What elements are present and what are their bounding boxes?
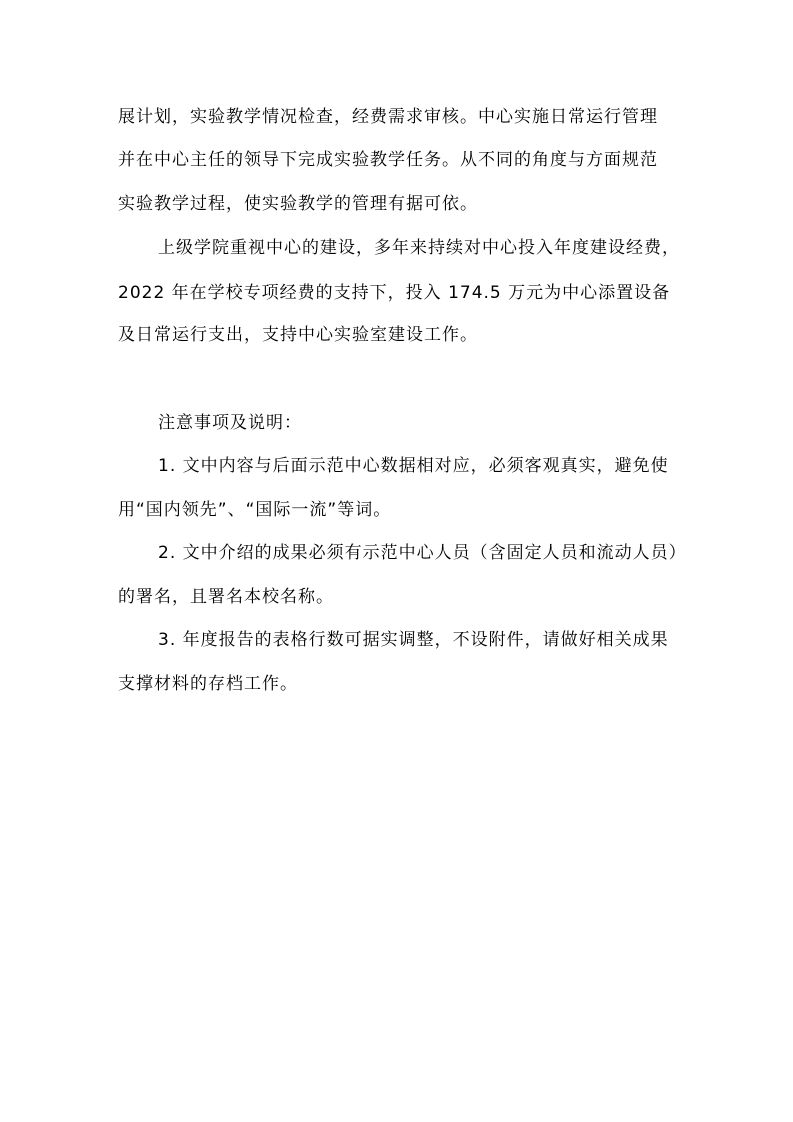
paragraph-1-line-2: 并在中心主任的领导下完成实验教学任务。从不同的角度与方面规范 <box>118 150 658 170</box>
note-1-line-1: 1. 文中内容与后面示范中心数据相对应，必须客观真实，避免使 <box>158 456 669 476</box>
note-2-line-1: 2. 文中介绍的成果必须有示范中心人员（含固定人员和流动人员） <box>158 543 687 563</box>
note-3-line-1: 3. 年度报告的表格行数可据实调整，不设附件，请做好相关成果 <box>158 630 669 650</box>
notes-heading: 注意事项及说明： <box>158 413 302 433</box>
paragraph-2-line-1: 上级学院重视中心的建设，多年来持续对中心投入年度建设经费， <box>158 238 680 258</box>
paragraph-2-line-2: 2022 年在学校专项经费的支持下，投入 174.5 万元为中心添置设备 <box>118 283 671 303</box>
paragraph-1-line-1: 展计划，实验教学情况检查，经费需求审核。中心实施日常运行管理 <box>118 107 658 127</box>
note-2-line-2: 的署名，且署名本校名称。 <box>118 587 334 607</box>
paragraph-2-line-3: 及日常运行支出，支持中心实验室建设工作。 <box>118 325 478 345</box>
note-1-line-2: 用“国内领先”、“国际一流”等词。 <box>118 500 392 520</box>
note-3-line-2: 支撑材料的存档工作。 <box>118 674 298 694</box>
paragraph-1-line-3: 实验教学过程，使实验教学的管理有据可依。 <box>118 194 478 214</box>
